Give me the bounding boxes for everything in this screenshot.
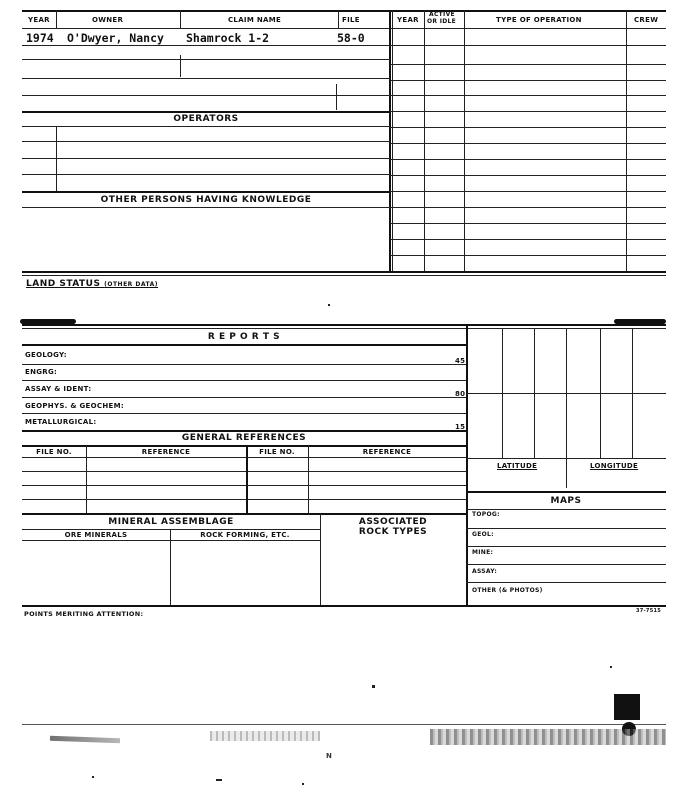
header-year-2: YEAR — [397, 16, 419, 24]
record-year: 1974 — [26, 31, 54, 45]
op-line — [390, 64, 666, 65]
operators-line — [22, 158, 390, 159]
header-year: YEAR — [28, 16, 50, 24]
reports-bottom-rule — [22, 605, 666, 607]
gen-ref-top-rule — [22, 430, 466, 432]
ore-minerals-heading: ORE MINERALS — [64, 531, 128, 539]
latitude-label: LATITUDE — [497, 462, 538, 470]
op-line — [390, 255, 666, 256]
scan-speck — [92, 776, 94, 778]
land-status-text: LAND STATUS — [26, 279, 101, 289]
mineral-col-rule — [22, 540, 320, 541]
top-section-bottom-rule — [22, 271, 666, 273]
op-line — [390, 143, 666, 144]
op-line — [390, 175, 666, 176]
row-div — [336, 84, 337, 110]
operators-col-div — [56, 126, 57, 192]
op-line — [390, 111, 666, 112]
gen-ref-col-div — [86, 445, 87, 513]
top-rule — [22, 10, 666, 12]
mineral-sub-rule — [22, 529, 320, 530]
report-row-line — [22, 364, 466, 365]
maps-row-label: ASSAY: — [472, 568, 498, 575]
other-persons-heading: OTHER PERSONS HAVING KNOWLEDGE — [100, 195, 312, 205]
associated-heading-2: ROCK TYPES — [358, 527, 428, 537]
other-persons-top-rule — [22, 191, 390, 193]
maps-heading: MAPS — [550, 496, 582, 506]
reports-top-rule — [22, 324, 666, 326]
scan-black-square — [614, 694, 640, 720]
hdr-div — [180, 10, 181, 28]
reports-heading: R E P O R T S — [207, 332, 281, 342]
rock-forming-heading: ROCK FORMING, ETC. — [200, 531, 290, 539]
report-row-code: 45 — [455, 357, 466, 365]
hdr-div — [338, 10, 339, 28]
report-row-label: ASSAY & IDENT: — [25, 385, 92, 393]
longitude-label: LONGITUDE — [590, 462, 639, 470]
maps-row-line — [466, 582, 666, 583]
report-row-line — [22, 397, 466, 398]
gen-ref-col-reference-2: REFERENCE — [362, 448, 412, 456]
maps-row-line — [466, 546, 666, 547]
header-type-of-operation: TYPE OF OPERATION — [496, 16, 582, 24]
header-owner: OWNER — [92, 16, 124, 24]
gen-ref-col-div — [308, 445, 309, 513]
gen-ref-row-line — [22, 499, 466, 500]
associated-heading-1: ASSOCIATED — [358, 517, 428, 527]
op-line — [390, 207, 666, 208]
gen-ref-heading-rule — [22, 445, 466, 447]
maps-row-label: GEOL: — [472, 531, 494, 538]
year-col-divider — [424, 10, 425, 272]
header-claim-name: CLAIM NAME — [228, 16, 282, 24]
maps-row-label: OTHER (& PHOTOS) — [472, 587, 543, 594]
operators-line — [22, 141, 390, 142]
record-underline — [22, 45, 390, 46]
owner-line — [22, 78, 390, 79]
scan-edge-line — [22, 724, 666, 725]
scan-n-mark: N — [326, 752, 333, 760]
operators-heading: OPERATORS — [173, 114, 239, 124]
op-line — [390, 127, 666, 128]
gen-ref-col-reference: REFERENCE — [141, 448, 191, 456]
reports-heading-rule — [22, 344, 466, 346]
op-line — [390, 191, 666, 192]
report-row-line — [22, 413, 466, 414]
gen-ref-col-file-no: FILE NO. — [36, 448, 72, 456]
gen-ref-col-div — [246, 445, 248, 513]
grid-col — [566, 328, 567, 488]
grid-row — [466, 393, 666, 394]
active-col-divider — [464, 10, 465, 272]
main-vertical-divider-2 — [392, 10, 393, 272]
record-owner: O'Dwyer, Nancy — [67, 31, 164, 45]
report-row-code: 15 — [455, 423, 466, 431]
maps-top-rule — [466, 491, 666, 493]
mineral-top-rule — [22, 513, 466, 515]
form-code: 37-7515 — [636, 608, 662, 614]
record-file: 58-0 — [337, 31, 365, 45]
gen-ref-row-line — [22, 471, 466, 472]
grid-row — [466, 458, 666, 459]
owner-line — [22, 59, 390, 60]
row-div — [180, 55, 181, 77]
land-status-sub: (OTHER DATA) — [104, 281, 159, 288]
maps-row-label: TOPOG: — [472, 511, 500, 518]
report-row-label: GEOLOGY: — [25, 351, 67, 359]
mineral-col-div — [170, 529, 171, 605]
other-persons-rule — [22, 207, 390, 208]
reports-top-rule-2 — [22, 328, 666, 329]
report-row-label: METALLURGICAL: — [25, 418, 97, 426]
report-row-label: GEOPHYS. & GEOCHEM: — [25, 402, 124, 410]
op-line — [390, 239, 666, 240]
report-row-code: 80 — [455, 390, 466, 398]
owner-line — [22, 95, 390, 96]
operators-line — [22, 174, 390, 175]
op-line — [390, 45, 666, 46]
scan-speck — [328, 304, 330, 306]
gen-ref-row-line — [22, 485, 466, 486]
header-rule — [22, 28, 666, 29]
op-line — [390, 95, 666, 96]
op-line — [390, 80, 666, 81]
header-or-idle: OR IDLE — [427, 18, 457, 25]
scan-speck — [216, 779, 222, 781]
maps-row-line — [466, 528, 666, 529]
operators-rule — [22, 126, 390, 127]
land-status-label — [26, 279, 158, 289]
scan-smudge — [210, 731, 320, 741]
crew-col-divider — [626, 10, 627, 272]
scan-smudge — [430, 729, 666, 745]
top-section-bottom-rule-2 — [22, 275, 666, 276]
op-line — [390, 159, 666, 160]
record-claim-name: Shamrock 1-2 — [186, 31, 270, 45]
scan-speck — [302, 783, 304, 785]
gen-ref-heading: GENERAL REFERENCES — [181, 433, 307, 443]
maps-row-label: MINE: — [472, 549, 494, 556]
hdr-div — [56, 10, 57, 28]
scan-smudge — [50, 736, 120, 743]
op-line — [390, 223, 666, 224]
operators-top-rule — [22, 111, 390, 113]
report-row-line — [22, 380, 466, 381]
mineral-heading: MINERAL ASSEMBLAGE — [108, 517, 234, 527]
maps-heading-rule — [466, 509, 666, 510]
scan-speck — [372, 685, 375, 688]
scan-speck — [610, 666, 612, 668]
gen-ref-row-line — [22, 457, 466, 458]
associated-col-div — [320, 513, 321, 605]
header-crew: CREW — [634, 16, 659, 24]
points-meriting-attention: POINTS MERITING ATTENTION: — [24, 610, 144, 618]
header-file: FILE — [342, 16, 360, 24]
gen-ref-col-file-no-2: FILE NO. — [259, 448, 295, 456]
header-active: ACTIVE — [429, 11, 455, 18]
maps-row-line — [466, 564, 666, 565]
report-row-label: ENGRG: — [25, 368, 58, 376]
